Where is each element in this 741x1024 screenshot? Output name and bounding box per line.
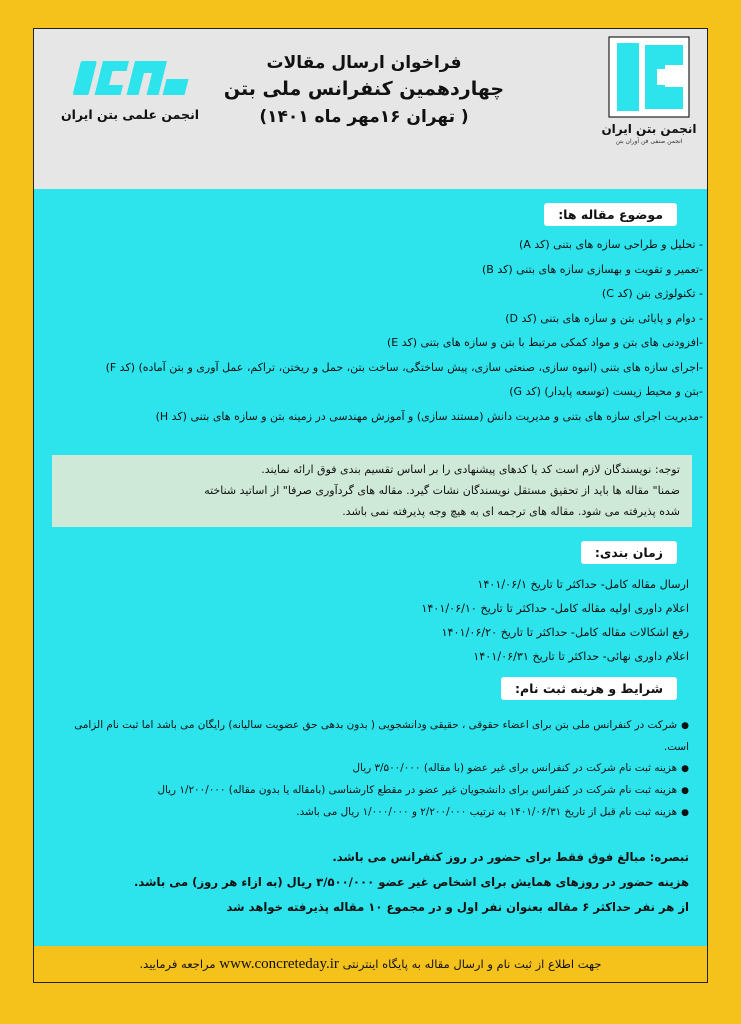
page-title — [214, 51, 514, 131]
remarks — [49, 845, 689, 920]
list-item: اعلام داوری اولیه مقاله کامل- حداکثر تا تاریخ ۱۴۰۱/۰۶/۱۰ — [421, 602, 689, 615]
footer — [34, 946, 707, 982]
topics-section-title: موضوع مقاله ها: — [544, 203, 677, 226]
right-logo-subtitle: انجمن صنفی فن آوران بتن — [615, 138, 683, 145]
schedule-list — [49, 573, 689, 669]
note-box — [52, 455, 692, 527]
note-line-3: شده پذیرفته می شود. مقاله های ترجمه ای به هیچ وجه پذیرفته نمی باشد. — [342, 505, 680, 518]
note-line-2: ضمنا" مقاله ها باید از تحقیق مستقل نویسندگان نشات گیرد. مقاله های گردآوری صرفا" از اساتید شناخته — [204, 484, 680, 497]
list-item: -بتن و محیط زیست (توسعه پایدار) (کد G) — [509, 385, 703, 398]
conditions-list — [49, 715, 689, 824]
list-item: -مدیریت اجرای سازه های بتنی و مدیریت دانش (مستند سازی) و آموزش مهندسی در زمینه بتن و سازه های بتنی (کد H) — [155, 409, 703, 423]
list-item: ●هزینه ثبت نام شرکت در کنفرانس برای دانشجویان غیر عضو در مقطع کارشناسی (بامقاله یا بدون مقاله) ۱/۲۰۰/۰۰۰ ریال — [157, 784, 689, 796]
list-item: ●هزینه ثبت نام شرکت در کنفرانس برای غیر عضو (با مقاله) ۳/۵۰۰/۰۰۰ ریال — [352, 762, 689, 774]
remark-line-3: از هر نفر حداکثر ۶ مقاله بعنوان نفر اول و در مجموع ۱۰ مقاله پذیرفته خواهد شد — [226, 900, 689, 914]
title-line-2: چهاردهمین کنفرانس ملی بتن — [223, 78, 505, 100]
list-item: ●شرکت در کنفرانس ملی بتن برای اعضاء حقوقی ، حقیقی ودانشجویی ( بدون بدهی حق عضویت سالیانه) رایگان می باشد اما ثبت نام الزامی است. — [74, 719, 689, 753]
list-item: -اجرای سازه های بتنی (انبوه سازی، صنعتی سازی، پیش ساختگی، ساخت بتن، حمل و ریختن، تراکم، عمل آوری و بتن آماده) (کد F) — [105, 360, 703, 374]
topics-list — [43, 233, 703, 429]
conditions-section-title: شرایط و هزینه ثبت نام: — [501, 677, 677, 700]
list-item: - دوام و پایائی بتن و سازه های بتنی (کد D) — [505, 311, 703, 325]
list-item: -افزودنی های بتن و مواد کمکی مرتبط با بتن و سازه های بتنی (کد E) — [386, 336, 703, 349]
remark-line-2: هزینه حضور در روزهای همایش برای اشخاص غیر عضو ۳/۵۰۰/۰۰۰ ریال (به ازاء هر روز) می باشد. — [133, 875, 689, 889]
note-line-1: توجه: نویسندگان لازم است کد یا کدهای پیشنهادی را بر اساس تقسیم بندی فوق ارائه نمایند. — [261, 463, 680, 476]
list-item: - تحلیل و طراحی سازه های بتنی (کد A) — [519, 238, 703, 251]
title-line-1: فراخوان ارسال مقالات — [266, 53, 462, 73]
list-item: ارسال مقاله کامل- حداکثر تا تاریخ ۱۴۰۱/۰۶/۱ — [477, 578, 689, 591]
list-item: -تعمیر و تقویت و بهسازی سازه های بتنی (کد B) — [482, 262, 703, 276]
iran-concrete-association-logo — [599, 35, 699, 180]
poster-frame — [33, 28, 708, 983]
ica-wordmark-icon — [60, 57, 200, 99]
list-item: ●هزینه ثبت نام قبل از تاریخ ۱۴۰۱/۰۶/۳۱ به ترتیب ۲/۲۰۰/۰۰۰ و ۱/۰۰۰/۰۰۰ ریال می باشد. — [296, 806, 689, 818]
schedule-section-title: زمان بندی: — [581, 541, 677, 564]
left-logo-name: انجمن علمی بتن ایران — [60, 107, 200, 122]
footer-text-before: جهت اطلاع از ثبت نام و ارسال مقاله به پایگاه اینترنتی — [342, 957, 602, 971]
bullet-icon: ● — [681, 808, 689, 818]
bullet-icon: ● — [681, 786, 689, 796]
list-item: اعلام داوری نهائی- حداکثر تا تاریخ ۱۴۰۱/۰۶/۳۱ — [473, 650, 689, 663]
bullet-icon: ● — [681, 721, 689, 731]
right-logo-name: انجمن بتن ایران — [601, 122, 697, 136]
list-item: - تکنولوژی بتن (کد C) — [601, 287, 703, 300]
bullet-icon: ● — [681, 764, 689, 774]
concrete-association-emblem-icon — [607, 35, 691, 119]
footer-text-after: مراجعه فرمایید. — [139, 957, 216, 971]
website-link[interactable]: www.concreteday.ir — [219, 956, 339, 972]
title-line-3: ( تهران ۱۶مهر ماه ۱۴۰۱) — [259, 107, 469, 127]
header — [34, 29, 707, 189]
remark-line-1: تبصره: مبالغ فوق فقط برای حضور در روز کنفرانس می باشد. — [332, 850, 689, 864]
iran-scientific-concrete-logo — [56, 57, 204, 122]
list-item: رفع اشکالات مقاله کامل- حداکثر تا تاریخ ۱۴۰۱/۰۶/۲۰ — [441, 626, 689, 639]
